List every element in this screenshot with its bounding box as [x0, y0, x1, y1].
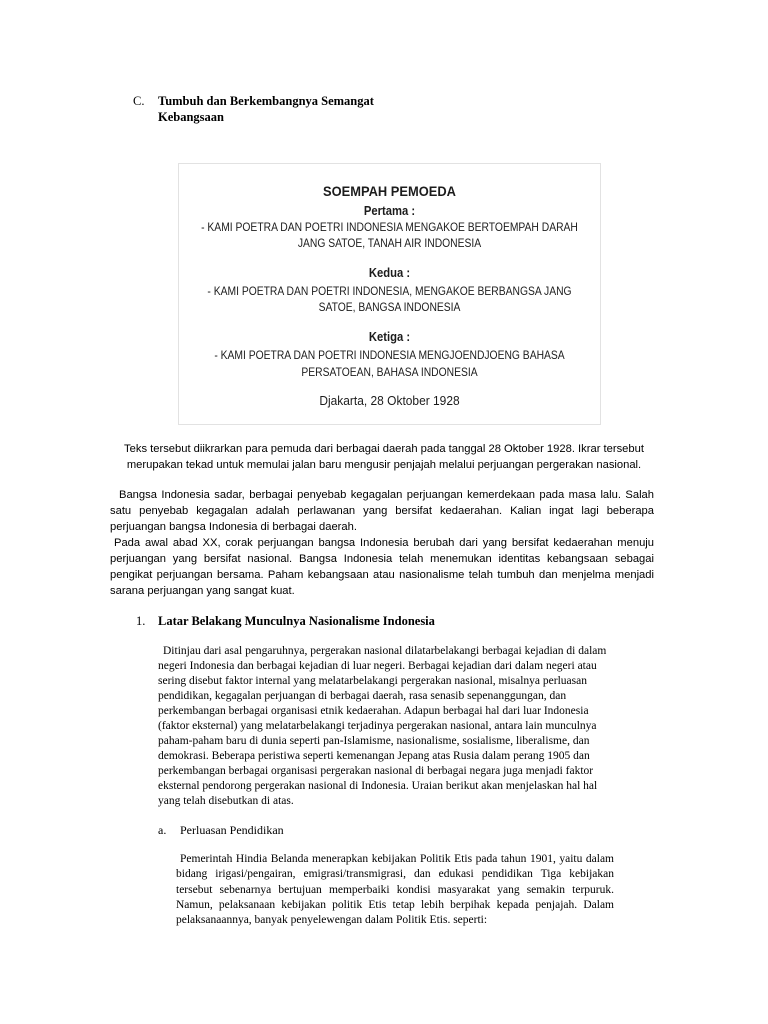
section-marker: C.	[133, 94, 145, 108]
oath-part-label: Pertama :	[363, 204, 416, 218]
subsection-line: perkembangan berbagai organisasi pergerakan nasional di berbagai negara juga menjadi faktor	[158, 765, 594, 777]
subsection-title: Latar Belakang Munculnya Nasionalisme Indonesia	[158, 614, 435, 628]
intro-paragraph	[110, 441, 658, 473]
oath-line: - KAMI POETRA DAN POETRI INDONESIA MENGAKOE BERTOEMPAH DARAH	[201, 220, 578, 234]
context-line: Pada awal abad XX, corak perjuangan bangsa Indonesia berubah dari yang bersifat kedaerahan menuju	[114, 537, 654, 549]
oath-line: JANG SATOE, TANAH AIR INDONESIA	[297, 236, 482, 250]
oath-place-date: Djakarta, 28 Oktober 1928	[319, 393, 460, 408]
oath-part-label: Ketiga :	[368, 330, 411, 344]
subsection-paragraph	[158, 644, 606, 809]
subsubsection-line: bidang irigasi/pengairan, emigrasi/transmigrasi, dan edukasi pendidikan Tiga kebijakan	[176, 868, 614, 881]
subsection-line: negeri Indonesia dan berbagai kejadian di luar negeri. Berbagai kejadian dari dalam negeri atau	[158, 660, 597, 672]
subsubsection-paragraph	[176, 852, 614, 928]
oath-line: - KAMI POETRA DAN POETRI INDONESIA, MENGAKOE BERBANGSA JANG	[207, 284, 572, 298]
subsubsection-line: Namun, pelaksanaan kebijakan politik Etis tetap lebih berpihak kepada penjajah. Dalam	[176, 898, 614, 911]
subsection-line: paham-paham baru di dunia seperti pan-Islamisme, nasionalisme, sosialisme, liberalisme, dan	[158, 735, 590, 747]
context-line: Bangsa Indonesia sadar, berbagai penyebab kegagalan perjuangan kemerdekaan pada masa lalu. Salah	[119, 489, 654, 501]
soempah-pemoeda-image	[178, 163, 601, 425]
subsubsection-marker: a.	[158, 823, 167, 837]
subsubsection-title: Perluasan Pendidikan	[180, 823, 284, 837]
oath-line: SATOE, BANGSA INDONESIA	[318, 300, 461, 314]
intro-line: Teks tersebut diikrarkan para pemuda dari berbagai daerah pada tanggal 28 Oktober 1928. Ikrar tersebut	[124, 443, 644, 455]
subsection-line: pendidikan, kegagalan perjuangan di berbagai daerah, rasa senasib sepenanggungan, dan	[158, 690, 567, 702]
oath-line: PERSATOEAN, BAHASA INDONESIA	[301, 365, 478, 379]
context-paragraphs	[110, 487, 654, 599]
context-line: perjuangan yang bersifat nasional. Bangsa Indonesia telah menemukan identitas kebangsaan sebagai	[110, 553, 654, 565]
section-title	[158, 93, 374, 125]
subsection-marker: 1.	[136, 614, 146, 628]
subsection-line: Ditinjau dari asal pengaruhnya, pergerakan nasional dilatarbelakangi berbagai kejadian di dalam	[163, 645, 607, 657]
section-title-line: Kebangsaan	[158, 110, 224, 124]
context-line: sarana perjuangan yang sangat kuat.	[110, 585, 295, 597]
subsubsection-line: Pemerintah Hindia Belanda menerapkan kebijakan Politik Etis pada tahun 1901, yaitu dalam	[180, 853, 614, 865]
subsection-line: (faktor eksternal) yang melatarbelakangi terjadinya pergerakan nasional, antara lain munculnya	[158, 720, 597, 732]
oath-line: - KAMI POETRA DAN POETRI INDONESIA MENGJOENDJOENG BAHASA	[214, 348, 565, 362]
subsection-line: eksternal pendorong pergerakan nasional di Indonesia. Uraian berikut akan menjelaskan hal hal	[158, 780, 598, 792]
context-line: satu penyebab kegagalan adalah perlawanan yang bersifat kedaerahan. Kalian ingat lagi beberapa	[110, 505, 654, 517]
subsection-line: demokrasi. Beberapa peristiwa seperti kemenangan Jepang atas Rusia dalam perang 1905 dan	[158, 750, 590, 762]
subsection-line: sering disebut faktor internal yang melatarbelakangi pergerakan nasional, misalnya perluasan	[158, 675, 587, 687]
subsection-line: yang telah disebutkan di atas.	[158, 795, 294, 807]
subsubsection-line: pelaksanaannya, banyak penyelewengan dalam Politik Etis. seperti:	[176, 914, 488, 926]
context-line: perjuangan bangsa Indonesia di berbagai daerah.	[110, 521, 357, 533]
section-title-line: Tumbuh dan Berkembangnya Semangat	[158, 94, 374, 108]
intro-line: merupakan tekad untuk memulai jalan baru mengusir penjajah melalui perjuangan pergerakan nasional.	[126, 459, 642, 471]
subsection-line: perkembangan berbagai organisasi etnik kedaerahan. Adapun berbagai hal dari luar Indonesia	[158, 705, 589, 717]
subsubsection-line: tersebut sebenarnya bertujuan memperbaiki kondisi masyarakat yang semakin terpuruk.	[176, 883, 614, 896]
oath-title: SOEMPAH PEMOEDA	[323, 183, 456, 199]
context-line: pengikat perjuangan bersama. Paham kebangsaan atau nasionalisme telah tumbuh dan menjelma menjadi	[110, 569, 654, 581]
oath-part-label: Kedua :	[368, 266, 411, 280]
